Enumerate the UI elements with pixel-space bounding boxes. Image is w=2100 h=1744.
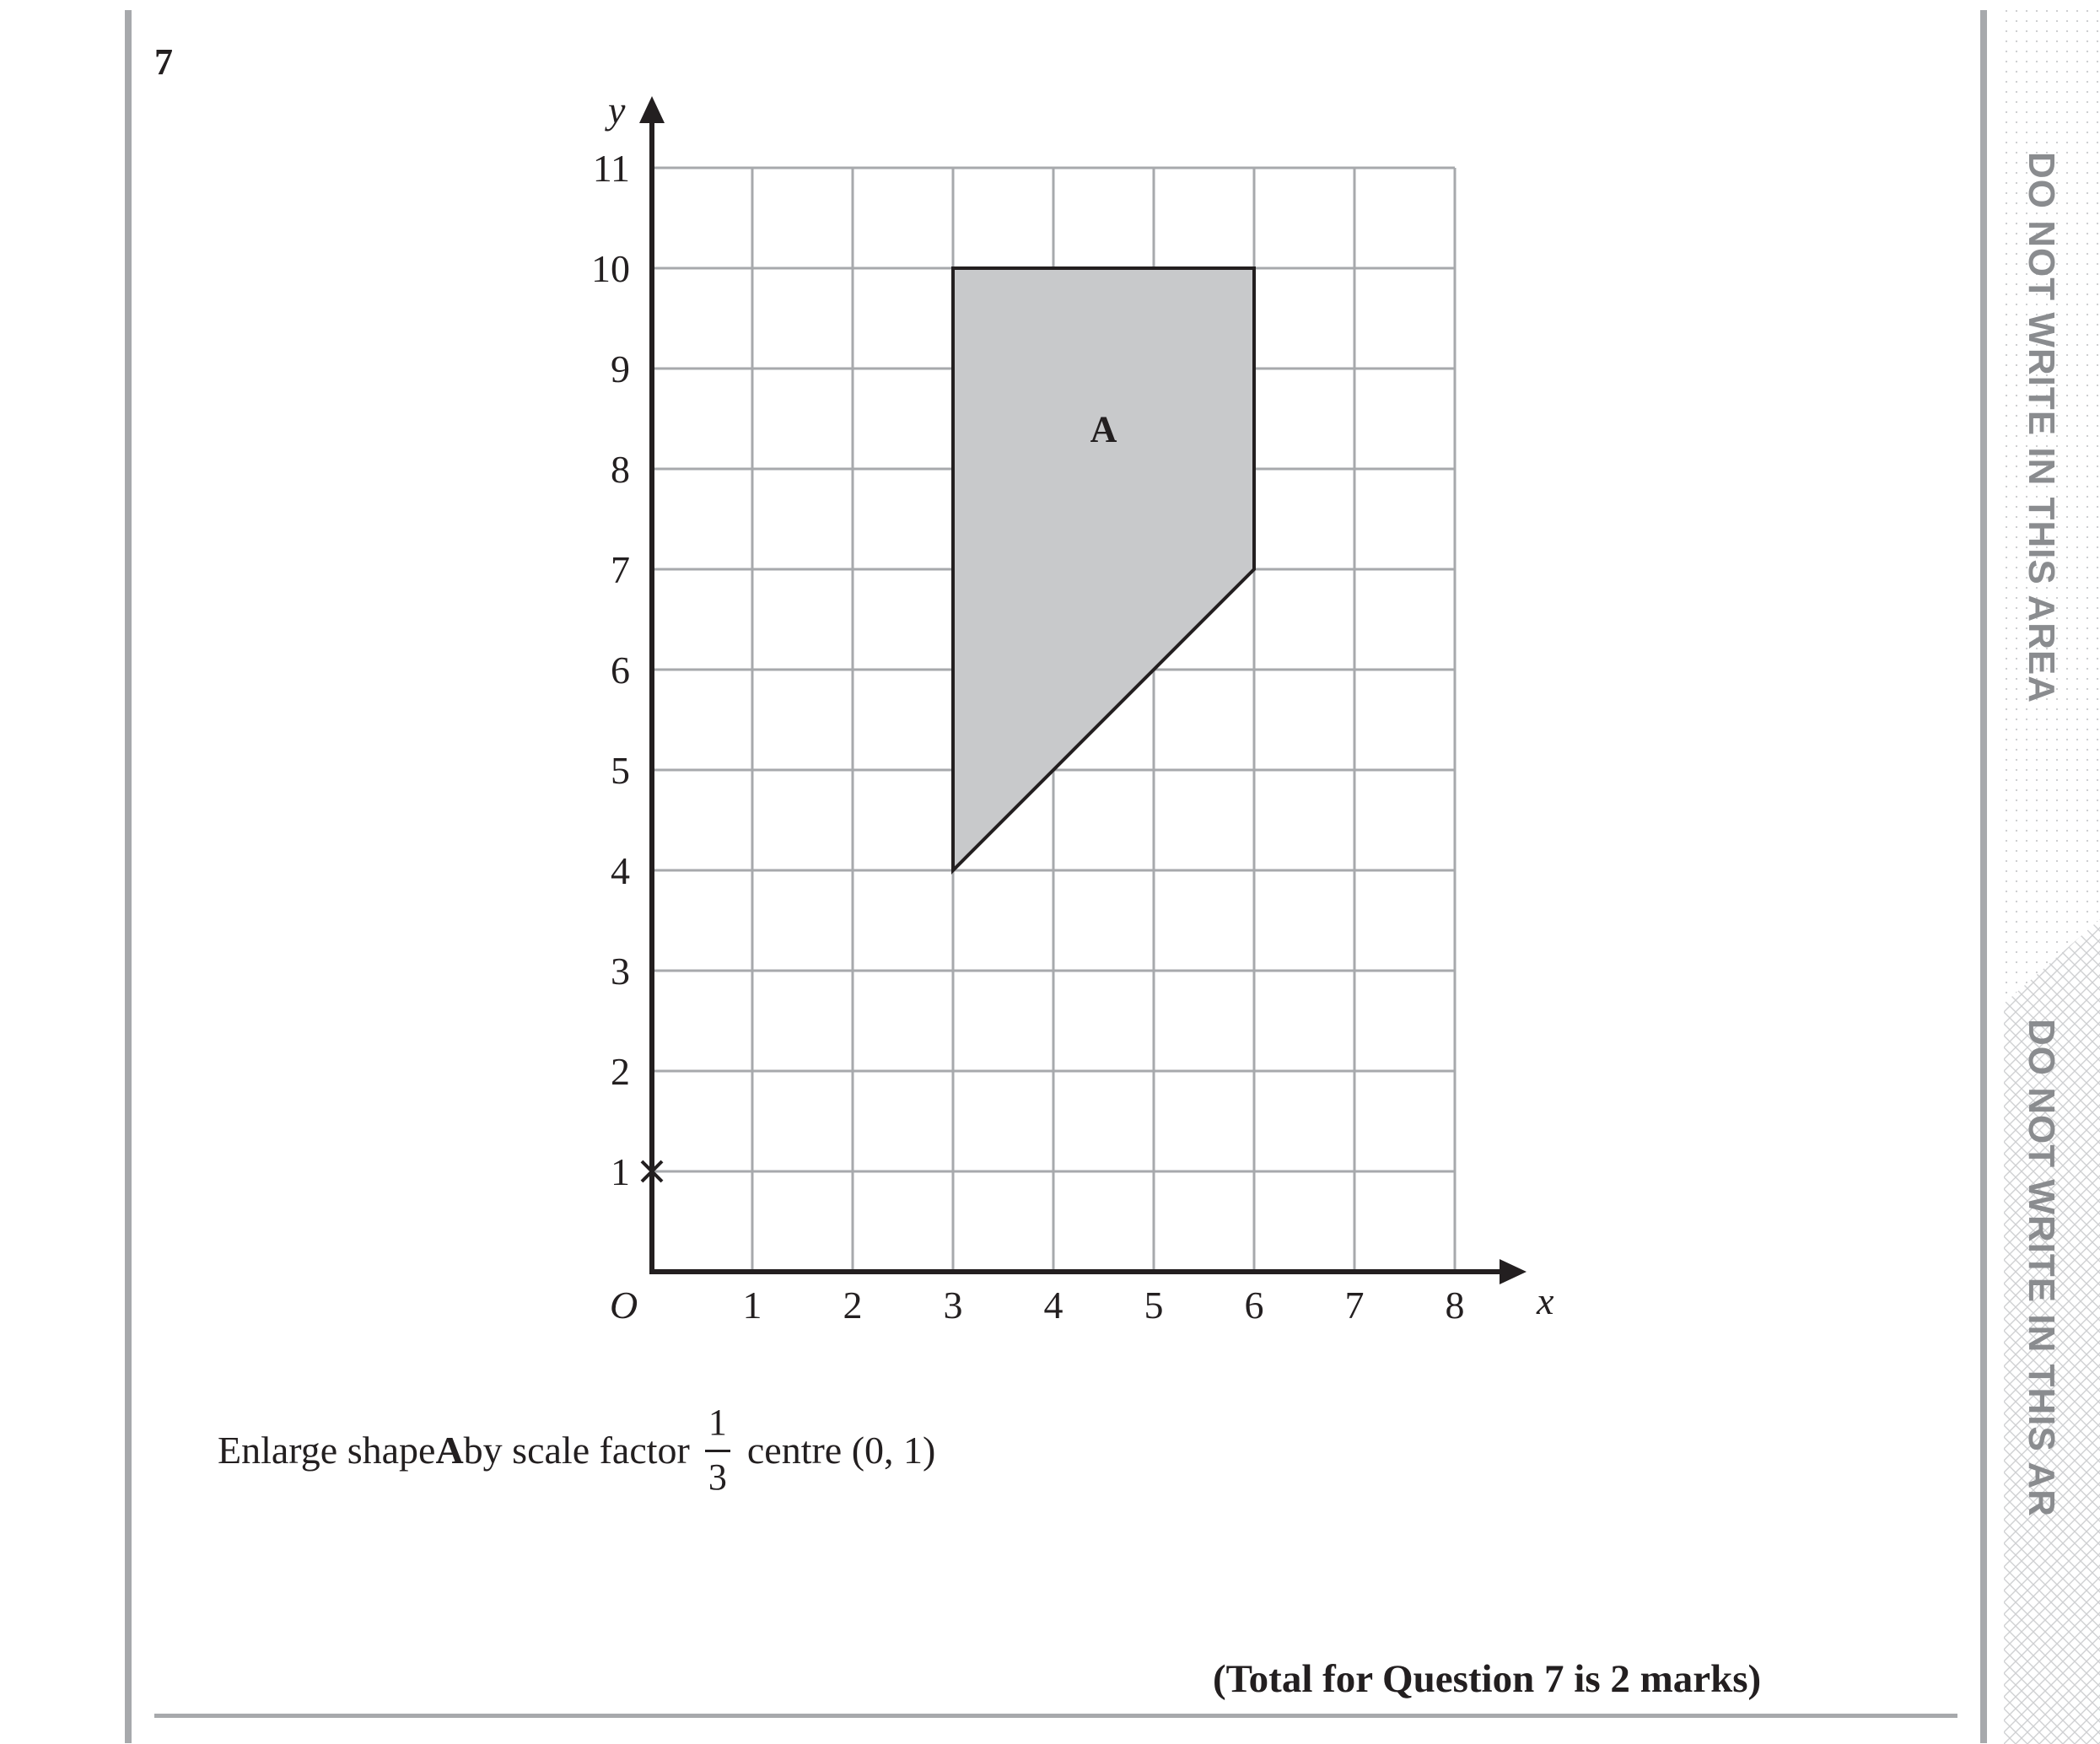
y-axis-label: y (608, 89, 626, 132)
fraction-bar (705, 1450, 730, 1452)
x-tick-label: 3 (943, 1284, 963, 1327)
x-tick-label: 6 (1244, 1284, 1264, 1327)
x-axis-arrowhead (1500, 1259, 1527, 1284)
x-tick-label: 4 (1043, 1284, 1063, 1327)
y-tick-label: 5 (611, 749, 630, 792)
y-tick-label: 11 (592, 147, 630, 190)
x-axis-label: x (1537, 1279, 1554, 1322)
question-number: 7 (154, 41, 173, 83)
instruction-text-2: by scale factor (463, 1429, 690, 1472)
x-tick-label: 5 (1144, 1284, 1164, 1327)
x-tick-label: 8 (1445, 1284, 1465, 1327)
question-total-marks: (Total for Question 7 is 2 marks) (1213, 1657, 1762, 1701)
x-tick-label: 2 (843, 1284, 863, 1327)
y-tick-label: 4 (611, 849, 630, 892)
y-tick-label: 3 (611, 950, 630, 993)
y-tick-label: 10 (591, 247, 630, 290)
instruction-text-1: Enlarge shape (218, 1429, 436, 1472)
do-not-write-notice-lower: DO NOT WRITE IN THIS AR (2021, 1019, 2062, 1517)
do-not-write-notice-upper: DO NOT WRITE IN THIS AREA (2021, 152, 2062, 704)
shape-a-label: A (1090, 408, 1117, 450)
y-tick-label: 6 (611, 649, 630, 692)
question-instruction (218, 1404, 935, 1496)
x-tick-labels (743, 1284, 1465, 1327)
fraction-denominator: 3 (708, 1456, 727, 1498)
instruction-text-3: centre (0, 1) (746, 1429, 936, 1472)
y-tick-label: 1 (611, 1150, 630, 1193)
y-tick-labels (591, 147, 630, 1193)
instruction-shape-name: A (435, 1429, 464, 1472)
scale-factor-fraction (705, 1404, 730, 1496)
y-tick-label: 2 (611, 1050, 630, 1093)
y-tick-label: 9 (611, 347, 630, 390)
y-tick-label: 7 (611, 548, 630, 591)
shape-a (953, 268, 1254, 870)
y-axis-arrowhead (639, 96, 665, 123)
origin-label: O (610, 1284, 638, 1327)
fraction-numerator: 1 (708, 1402, 727, 1443)
x-tick-label: 7 (1344, 1284, 1365, 1327)
y-tick-label: 8 (611, 448, 630, 491)
x-tick-label: 1 (742, 1284, 762, 1327)
